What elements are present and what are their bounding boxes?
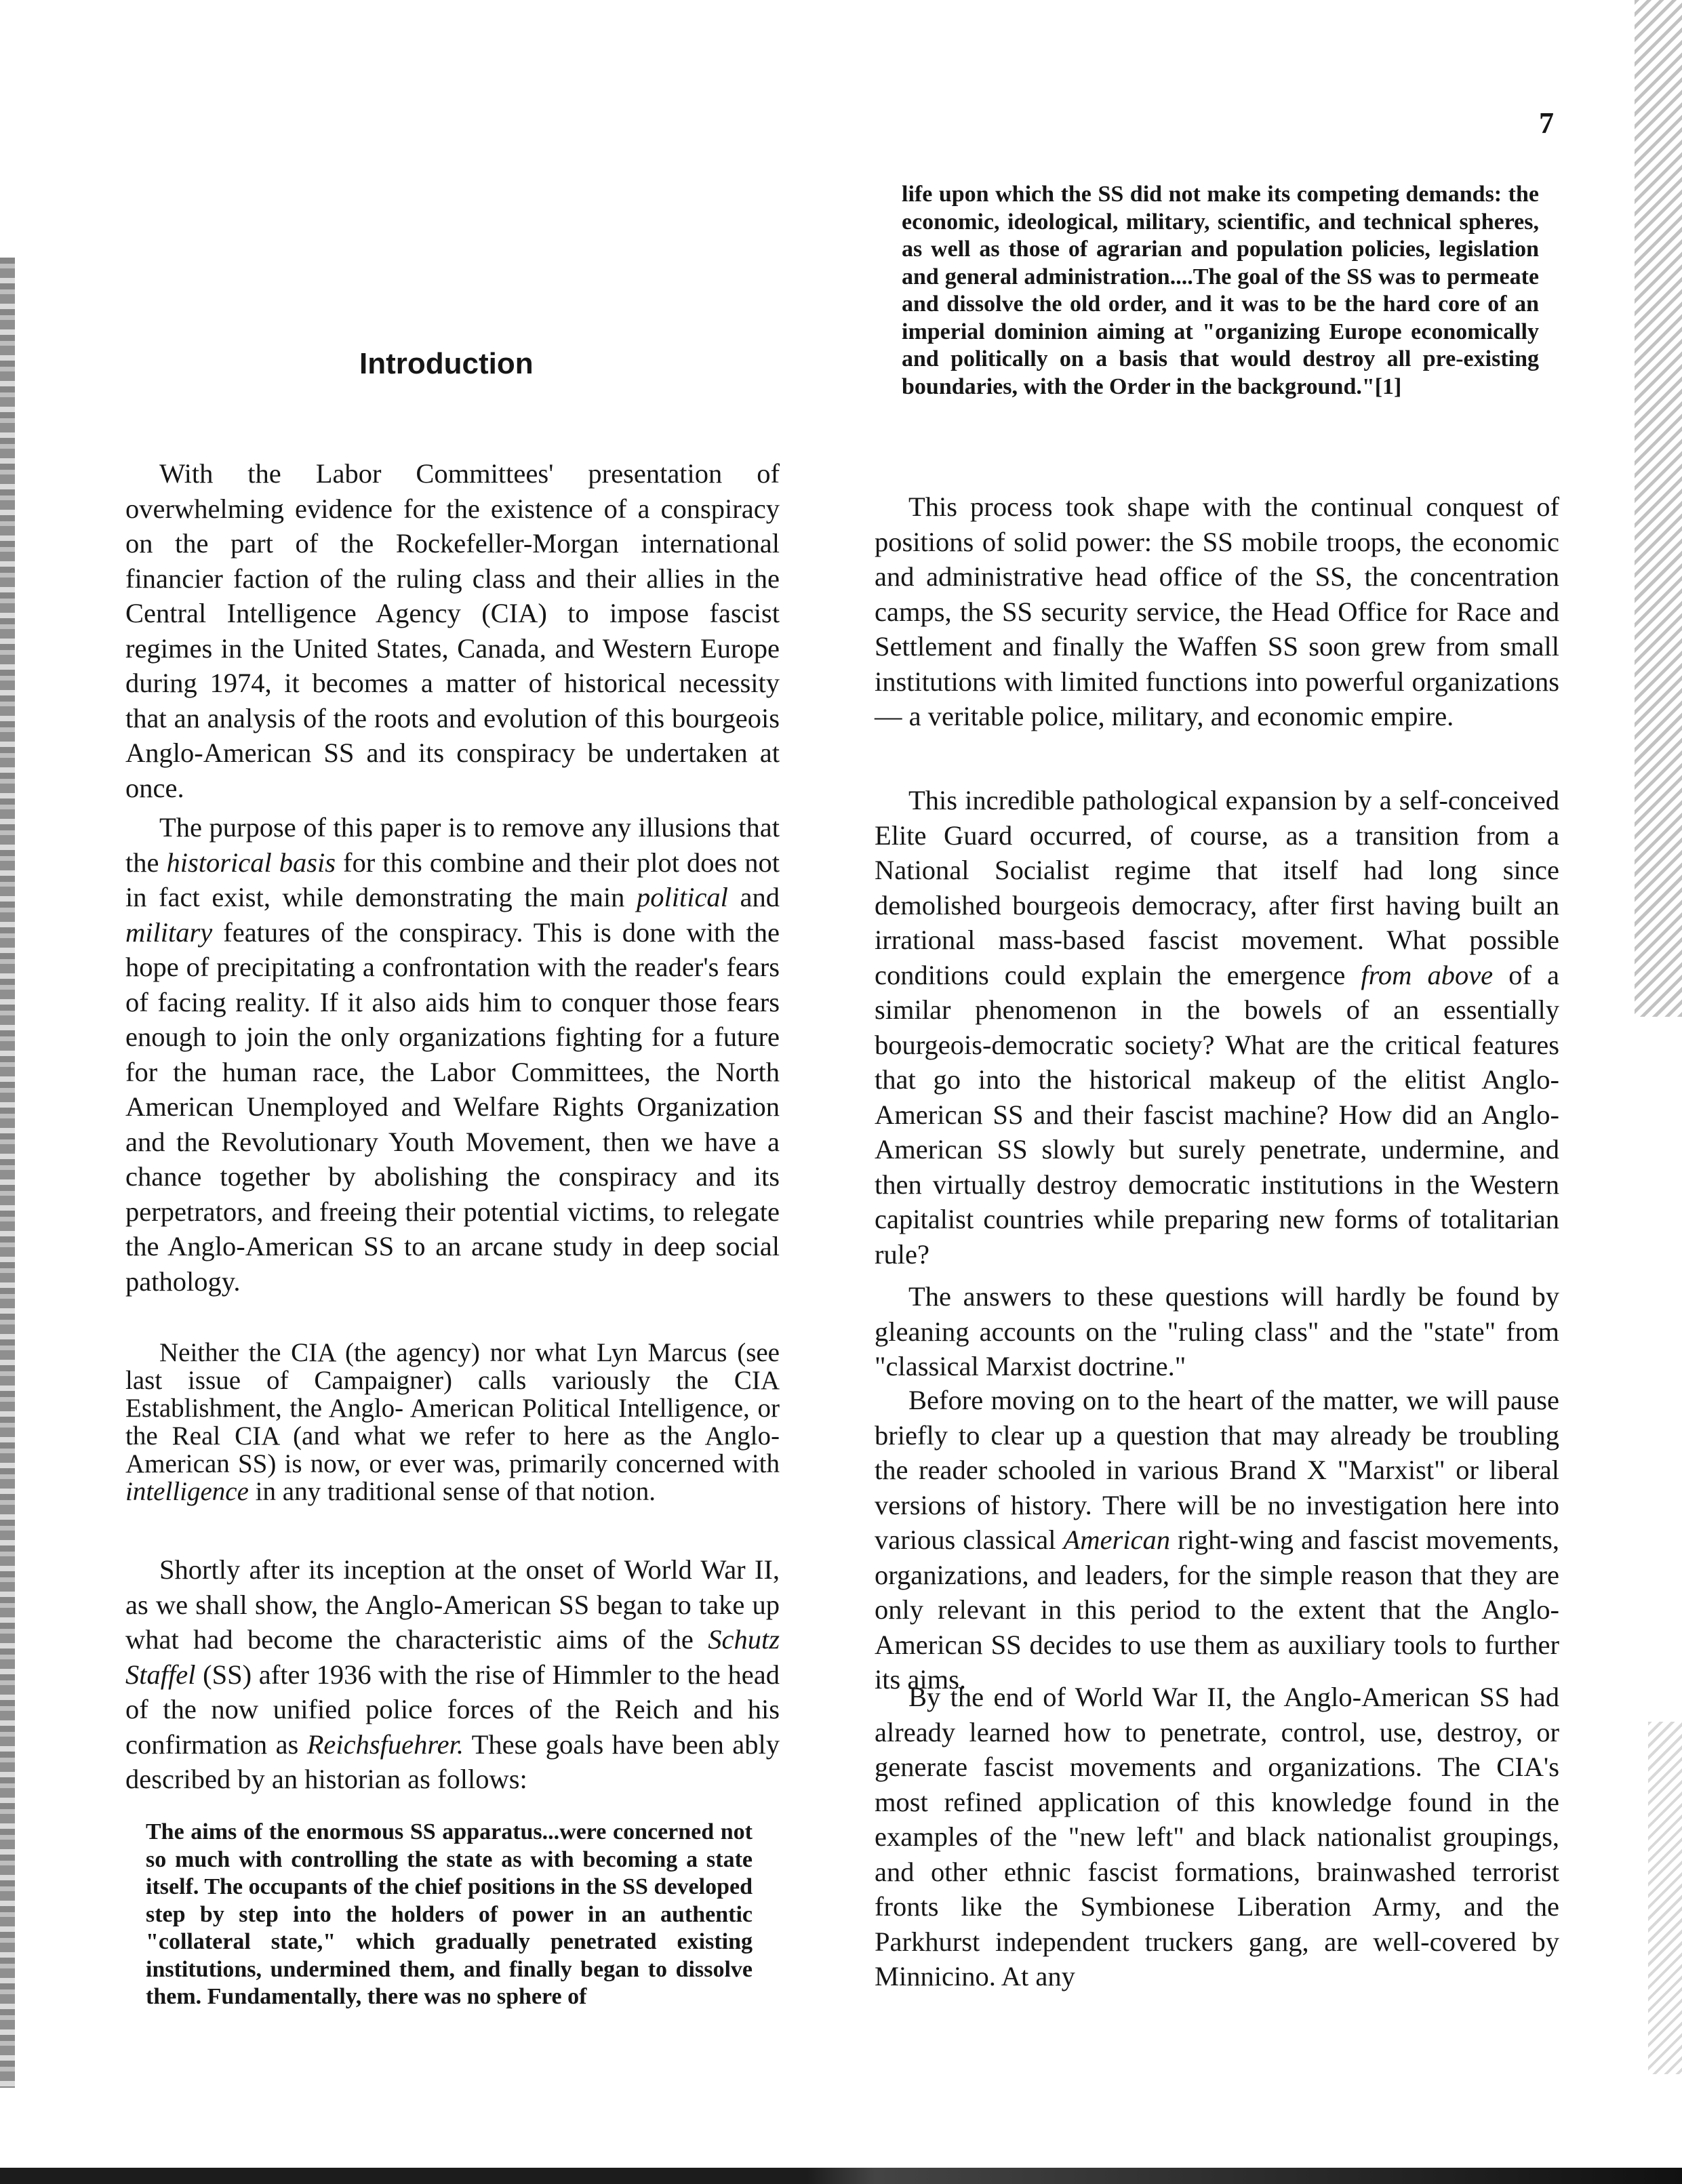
emphasis-text: American [1063, 1524, 1170, 1555]
emphasis-text: Schutz Staffel [125, 1624, 780, 1690]
scan-edge-bottom [0, 2168, 1682, 2184]
right-paragraph-3: The answers to these questions will hardly be found by gleaning accounts on the "ruling class" and the "state" from "classical Marxist doctrine." [875, 1281, 1559, 1381]
right-paragraph-4 [875, 1383, 1559, 1697]
left-paragraph-2 [125, 810, 780, 1299]
text-run: Shortly after its inception at the onset of World War II, as we shall show, the Anglo-American SS began to take up what had become the characteristic aims of the [125, 1554, 780, 1655]
emphasis-text: historical basis [166, 847, 336, 878]
left-paragraph-4 [125, 1552, 780, 1797]
emphasis-text: military [125, 916, 213, 948]
text-run: Neither the CIA (the agency) nor what Lyn Marcus (see last issue of Campaigner) calls variously the CIA Establishment, the Anglo- American Political Intelligence, or the Real CIA (and what we refer to here as the Anglo-American SS) is now, or ever was, primarily concerned with [125, 1338, 780, 1478]
block-quote-part-1: The aims of the enormous SS apparatus...were concerned not so much with controlling the state as with becoming a state itself. The occupants of the chief positions in the SS developed step by step into the holders of power in an authentic "collateral state," which gradually penetrated existing institutions, undermined them, and finally began to dissolve them. Fundamentally, there was no sphere of [146, 1819, 753, 2009]
scan-edge-right-lower [1648, 1722, 1682, 2074]
text-run: These goals have been ably described by an historian as follows: [125, 1728, 780, 1794]
scan-edge-right [1635, 0, 1682, 1017]
text-run: in any traditional sense of that notion. [248, 1477, 656, 1506]
right-paragraph-2 [875, 783, 1559, 1272]
page-number: 7 [1539, 106, 1554, 140]
scan-edge-left [0, 258, 15, 2088]
text-run: The purpose of this paper is to remove any illusions that the [125, 812, 780, 878]
emphasis-text: intelligence [125, 1477, 249, 1506]
emphasis-text: Reichsfuehrer. [306, 1728, 464, 1760]
text-run: features of the conspiracy. This is done with the hope of precipitating a confrontation with the reader's fears of facing reality. If it also aids him to conquer those fears enough to join the only organizations fighting for a future for the human race, the Labor Committees, the North American Unemployed and Welfare Rights Organization and the Revolutionary Youth Movement, then we have a chance together by abolishing the conspiracy and its perpetrators, and freeing their potential victims, to relegate the Anglo-American SS to an arcane study in deep social pathology. [125, 916, 780, 1297]
emphasis-text: from above [1361, 959, 1494, 990]
left-paragraph-1: With the Labor Committees' presentation of overwhelming evidence for the existence of a conspiracy on the part of the Rockefeller-Morgan international financier faction of the ruling class and their allies in the Central Intelligence Agency (CIA) to impose fascist regimes in the United States, Canada, and Western Europe during 1974, it becomes a matter of historical necessity that an analysis of the roots and evolution of this bourgeois Anglo-American SS and its conspiracy be undertaken at once. [125, 458, 780, 803]
emphasis-text: political [636, 882, 728, 912]
text-run: for this combine and their plot does not in fact exist, while demonstrating the main [125, 847, 780, 912]
right-paragraph-1: This process took shape with the continual conquest of positions of solid power: the SS mobile troops, the economic and administrative head office of the SS, the concentration camps, the SS security service, the Head Office for Race and Settlement and finally the Waffen SS soon grew from small institutions with limited functions into powerful organizations — a veritable police, military, and economic empire. [875, 491, 1559, 731]
text-run: This incredible pathological expansion by a self-conceived Elite Guard occurred, of course, as a transition from a National Socialist regime that itself had long since demolished bourgeois democracy, after first having built an irrational mass-based fascist movement. What possible conditions could explain the emergence [875, 785, 1559, 990]
text-run: and [727, 882, 780, 912]
section-title: Introduction [359, 347, 534, 380]
text-run: (SS) after 1936 with the rise of Himmler to the head of the now unified police forces of the Reich and his confirmation as [125, 1659, 780, 1760]
text-run: right-wing and fascist movements, organizations, and leaders, for the simple reason that they are only relevant in this period to the extent that the Anglo-American SS decides to use them as auxiliary tools to further its aims. [875, 1524, 1559, 1695]
text-run: Before moving on to the heart of the matter, we will pause briefly to clear up a question that may already be troubling the reader schooled in various Brand X "Marxist" or liberal versions of history. There will be no investigation here into various classical [875, 1385, 1559, 1555]
block-quote-part-2: life upon which the SS did not make its competing demands: the economic, ideological, military, scientific, and technical spheres, as well as those of agrarian and population policies, legislation and general administration....The goal of the SS was to permeate and dissolve the old order, and it was to be the hard core of an imperial dominion aiming at "organizing Europe economically and politically on a basis that would destroy all pre-existing boundaries, with the Order in the background."[1] [902, 182, 1539, 399]
left-paragraph-3 [125, 1339, 780, 1505]
text-run: of a similar phenomenon in the bowels of an essentially bourgeois-democratic society? What are the critical features that go into the historical makeup of the elitist Anglo-American SS and their fascist machine? How did an Anglo-American SS slowly but surely penetrate, undermine, and then virtually destroy democratic institutions in the Western capitalist countries while preparing new forms of totalitarian rule? [875, 959, 1559, 1270]
right-paragraph-5: By the end of World War II, the Anglo-American SS had already learned how to penetrate, control, use, destroy, or generate fascist movements and organizations. The CIA's most refined application of this knowledge found in the examples of the "new left" and black nationalist groupings, and other ethnic fascist formations, brainwashed terrorist fronts like the Symbionese Liberation Army, and the Parkhurst independent truckers gang, are well-covered by Minnicino. At any [875, 1682, 1559, 1991]
